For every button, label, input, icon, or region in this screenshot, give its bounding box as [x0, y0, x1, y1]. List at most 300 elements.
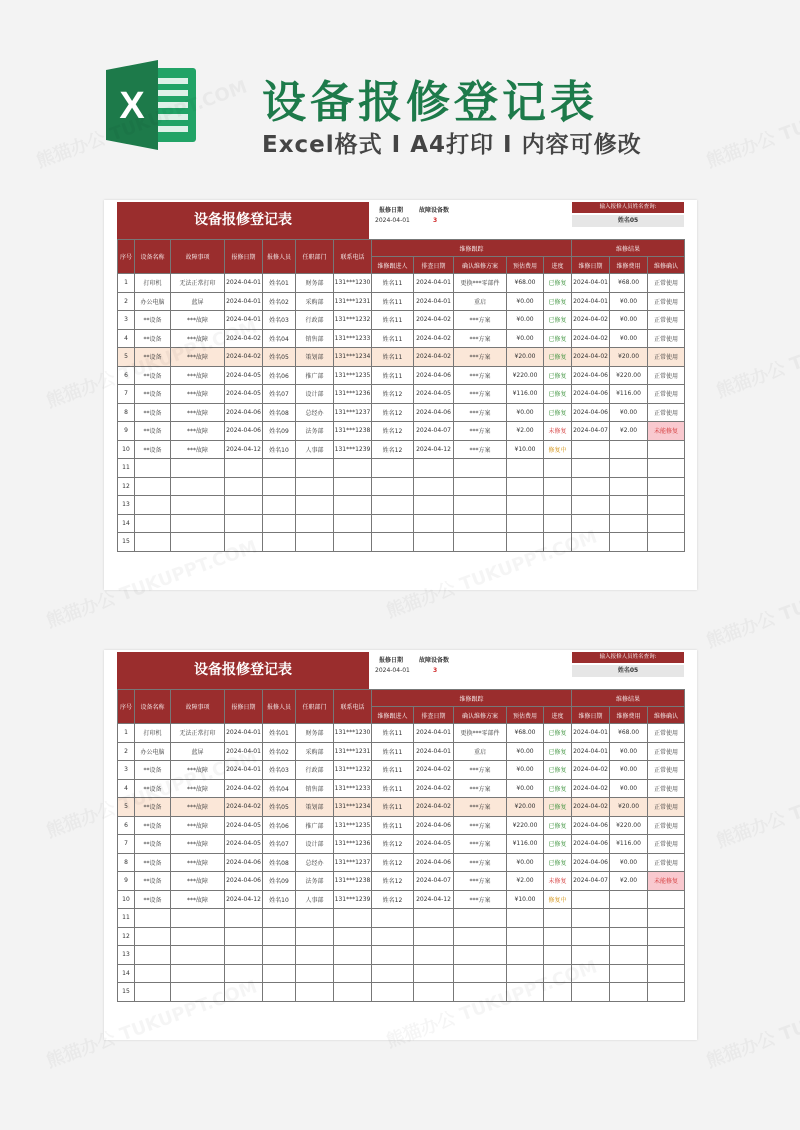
table-cell[interactable]: 姓名11 — [372, 779, 414, 798]
table-cell[interactable] — [648, 459, 685, 478]
table-cell[interactable]: ***故障 — [171, 329, 225, 348]
table-cell[interactable]: ***故障 — [171, 835, 225, 854]
table-cell[interactable]: 未能修复 — [648, 872, 685, 891]
table-cell[interactable]: 正常使用 — [648, 292, 685, 311]
table-cell[interactable]: 姓名01 — [263, 274, 296, 293]
table-cell[interactable]: 13 — [118, 496, 135, 515]
table-cell[interactable] — [334, 514, 372, 533]
table-cell[interactable] — [225, 927, 263, 946]
table-cell[interactable]: 131***1231 — [334, 742, 372, 761]
table-cell[interactable] — [454, 533, 507, 552]
table-cell[interactable]: 2024-04-12 — [225, 440, 263, 459]
table-cell[interactable] — [572, 440, 610, 459]
table-cell[interactable]: 2024-04-01 — [414, 292, 454, 311]
table-cell[interactable]: 131***1235 — [334, 366, 372, 385]
table-cell[interactable] — [572, 890, 610, 909]
table-cell[interactable] — [171, 496, 225, 515]
table-cell[interactable]: 131***1238 — [334, 872, 372, 891]
table-cell[interactable]: 姓名11 — [372, 366, 414, 385]
table-cell[interactable]: 4 — [118, 329, 135, 348]
table-cell[interactable]: **设备 — [135, 798, 171, 817]
table-cell[interactable]: 2024-04-12 — [414, 440, 454, 459]
table-cell[interactable]: 131***1237 — [334, 853, 372, 872]
table-cell[interactable] — [610, 983, 648, 1002]
table-cell[interactable]: 姓名11 — [372, 761, 414, 780]
table-cell[interactable]: 2024-04-02 — [572, 798, 610, 817]
table-cell[interactable] — [572, 927, 610, 946]
table-cell[interactable] — [648, 964, 685, 983]
table-cell[interactable]: 3 — [118, 311, 135, 330]
table-cell[interactable]: 未能修复 — [648, 422, 685, 441]
table-cell[interactable]: 2024-04-01 — [414, 742, 454, 761]
table-cell[interactable]: 已修复 — [544, 274, 572, 293]
table-cell[interactable] — [648, 983, 685, 1002]
table-cell[interactable]: ***方案 — [454, 872, 507, 891]
table-cell[interactable] — [610, 477, 648, 496]
table-cell[interactable] — [414, 477, 454, 496]
table-cell[interactable]: ¥68.00 — [610, 274, 648, 293]
table-cell[interactable]: **设备 — [135, 835, 171, 854]
table-cell[interactable] — [296, 496, 334, 515]
table-cell[interactable]: 131***1232 — [334, 311, 372, 330]
table-cell[interactable]: 131***1234 — [334, 798, 372, 817]
table-cell[interactable]: 正常使用 — [648, 835, 685, 854]
table-cell[interactable]: ***故障 — [171, 853, 225, 872]
table-cell[interactable] — [610, 459, 648, 478]
table-cell[interactable]: ***方案 — [454, 403, 507, 422]
table-cell[interactable]: 2024-04-01 — [225, 274, 263, 293]
table-cell[interactable]: 姓名12 — [372, 403, 414, 422]
table-cell[interactable]: 推广部 — [296, 366, 334, 385]
table-cell[interactable] — [454, 459, 507, 478]
table-cell[interactable] — [171, 964, 225, 983]
table-cell[interactable]: 3 — [118, 761, 135, 780]
table-cell[interactable]: 姓名11 — [372, 311, 414, 330]
table-cell[interactable] — [263, 927, 296, 946]
table-cell[interactable]: ¥0.00 — [507, 853, 544, 872]
table-cell[interactable]: 正常使用 — [648, 724, 685, 743]
table-cell[interactable] — [648, 496, 685, 515]
table-cell[interactable]: 姓名11 — [372, 816, 414, 835]
table-cell[interactable]: **设备 — [135, 872, 171, 891]
table-cell[interactable] — [648, 440, 685, 459]
table-cell[interactable]: 2024-04-06 — [572, 853, 610, 872]
table-cell[interactable] — [610, 533, 648, 552]
table-cell[interactable]: 4 — [118, 779, 135, 798]
table-cell[interactable]: 已修复 — [544, 853, 572, 872]
table-cell[interactable] — [334, 459, 372, 478]
table-cell[interactable]: 总经办 — [296, 403, 334, 422]
table-cell[interactable]: ¥0.00 — [507, 292, 544, 311]
table-cell[interactable] — [372, 477, 414, 496]
table-cell[interactable]: ***故障 — [171, 890, 225, 909]
table-cell[interactable] — [296, 964, 334, 983]
table-cell[interactable]: 2024-04-06 — [572, 385, 610, 404]
table-cell[interactable]: 2024-04-05 — [225, 366, 263, 385]
table-cell[interactable]: 姓名12 — [372, 835, 414, 854]
table-cell[interactable]: 15 — [118, 533, 135, 552]
repair-date-value[interactable]: 2024-04-01 — [375, 217, 410, 224]
table-cell[interactable]: 已修复 — [544, 292, 572, 311]
table-cell[interactable]: 已修复 — [544, 798, 572, 817]
table-cell[interactable] — [507, 946, 544, 965]
table-cell[interactable]: 2024-04-02 — [414, 761, 454, 780]
table-cell[interactable] — [296, 927, 334, 946]
table-cell[interactable]: 131***1233 — [334, 329, 372, 348]
table-cell[interactable]: 正常使用 — [648, 348, 685, 367]
table-cell[interactable] — [454, 946, 507, 965]
table-cell[interactable] — [544, 909, 572, 928]
table-cell[interactable]: ¥116.00 — [610, 835, 648, 854]
table-cell[interactable]: ¥2.00 — [610, 422, 648, 441]
table-cell[interactable]: 姓名06 — [263, 366, 296, 385]
table-cell[interactable]: 2024-04-02 — [225, 798, 263, 817]
table-cell[interactable]: 已修复 — [544, 742, 572, 761]
table-cell[interactable] — [263, 514, 296, 533]
table-cell[interactable]: ¥0.00 — [507, 403, 544, 422]
table-cell[interactable]: 姓名02 — [263, 742, 296, 761]
table-cell[interactable] — [171, 477, 225, 496]
table-cell[interactable]: 姓名09 — [263, 422, 296, 441]
table-cell[interactable]: 6 — [118, 816, 135, 835]
table-cell[interactable]: 2024-04-06 — [572, 403, 610, 422]
table-cell[interactable]: 姓名10 — [263, 440, 296, 459]
table-cell[interactable]: **设备 — [135, 779, 171, 798]
table-cell[interactable] — [171, 946, 225, 965]
table-cell[interactable] — [135, 946, 171, 965]
table-cell[interactable]: ¥0.00 — [610, 403, 648, 422]
table-cell[interactable]: 未修复 — [544, 872, 572, 891]
table-cell[interactable]: **设备 — [135, 422, 171, 441]
table-cell[interactable]: 姓名02 — [263, 292, 296, 311]
table-cell[interactable] — [572, 909, 610, 928]
table-cell[interactable]: ¥2.00 — [610, 872, 648, 891]
table-cell[interactable]: 正常使用 — [648, 311, 685, 330]
table-cell[interactable]: 2024-04-07 — [414, 422, 454, 441]
table-cell[interactable] — [263, 533, 296, 552]
repair-date-value[interactable]: 2024-04-01 — [375, 667, 410, 674]
table-cell[interactable]: 2024-04-01 — [572, 724, 610, 743]
table-cell[interactable]: ¥10.00 — [507, 440, 544, 459]
table-cell[interactable]: 财务部 — [296, 274, 334, 293]
table-cell[interactable] — [135, 533, 171, 552]
table-cell[interactable]: 5 — [118, 348, 135, 367]
table-cell[interactable] — [296, 459, 334, 478]
table-cell[interactable] — [225, 496, 263, 515]
table-cell[interactable]: 131***1233 — [334, 779, 372, 798]
table-cell[interactable]: 正常使用 — [648, 366, 685, 385]
table-cell[interactable]: 已修复 — [544, 348, 572, 367]
table-cell[interactable]: 正常使用 — [648, 329, 685, 348]
table-cell[interactable]: 131***1235 — [334, 816, 372, 835]
table-cell[interactable] — [414, 459, 454, 478]
table-cell[interactable]: 姓名05 — [263, 798, 296, 817]
table-cell[interactable]: 法务部 — [296, 872, 334, 891]
table-cell[interactable] — [135, 459, 171, 478]
table-cell[interactable]: 2 — [118, 742, 135, 761]
table-cell[interactable]: 2024-04-01 — [225, 761, 263, 780]
table-cell[interactable]: 无法正常打印 — [171, 274, 225, 293]
table-cell[interactable] — [507, 477, 544, 496]
table-cell[interactable]: 行政部 — [296, 761, 334, 780]
table-cell[interactable] — [372, 514, 414, 533]
table-cell[interactable]: 正常使用 — [648, 385, 685, 404]
table-cell[interactable]: ¥116.00 — [610, 385, 648, 404]
table-cell[interactable]: 更换***零部件 — [454, 274, 507, 293]
table-cell[interactable]: 131***1231 — [334, 292, 372, 311]
table-cell[interactable]: 2024-04-02 — [572, 311, 610, 330]
table-cell[interactable]: 姓名12 — [372, 422, 414, 441]
table-cell[interactable]: 2024-04-02 — [414, 329, 454, 348]
table-cell[interactable]: 姓名05 — [263, 348, 296, 367]
table-cell[interactable] — [414, 533, 454, 552]
table-cell[interactable] — [610, 440, 648, 459]
table-cell[interactable] — [454, 477, 507, 496]
table-cell[interactable]: 131***1234 — [334, 348, 372, 367]
table-cell[interactable]: 2024-04-02 — [225, 779, 263, 798]
table-cell[interactable]: ***故障 — [171, 816, 225, 835]
table-cell[interactable]: ¥68.00 — [507, 724, 544, 743]
table-cell[interactable] — [414, 964, 454, 983]
table-cell[interactable]: 姓名12 — [372, 853, 414, 872]
table-cell[interactable]: ***故障 — [171, 348, 225, 367]
table-cell[interactable]: 重启 — [454, 742, 507, 761]
table-cell[interactable]: 2024-04-05 — [414, 835, 454, 854]
table-cell[interactable]: 2024-04-02 — [572, 761, 610, 780]
table-cell[interactable]: ***故障 — [171, 311, 225, 330]
table-cell[interactable] — [544, 459, 572, 478]
table-cell[interactable]: ¥20.00 — [507, 798, 544, 817]
table-cell[interactable]: 姓名03 — [263, 311, 296, 330]
table-cell[interactable] — [334, 983, 372, 1002]
table-cell[interactable]: 姓名12 — [372, 890, 414, 909]
table-cell[interactable] — [171, 514, 225, 533]
table-cell[interactable] — [334, 927, 372, 946]
table-cell[interactable] — [648, 477, 685, 496]
table-cell[interactable]: 2024-04-06 — [414, 816, 454, 835]
table-cell[interactable]: 姓名11 — [372, 742, 414, 761]
table-cell[interactable]: ¥116.00 — [507, 835, 544, 854]
table-cell[interactable]: 修复中 — [544, 890, 572, 909]
table-cell[interactable] — [572, 459, 610, 478]
table-cell[interactable]: 已修复 — [544, 761, 572, 780]
table-cell[interactable] — [610, 496, 648, 515]
table-cell[interactable]: 更换***零部件 — [454, 724, 507, 743]
table-cell[interactable]: 2024-04-01 — [225, 311, 263, 330]
table-cell[interactable] — [334, 477, 372, 496]
table-cell[interactable]: 行政部 — [296, 311, 334, 330]
table-cell[interactable]: 办公电脑 — [135, 742, 171, 761]
table-cell[interactable] — [454, 927, 507, 946]
table-cell[interactable] — [610, 890, 648, 909]
table-cell[interactable] — [507, 514, 544, 533]
table-cell[interactable]: 销售部 — [296, 329, 334, 348]
table-cell[interactable]: 2024-04-06 — [572, 366, 610, 385]
table-cell[interactable]: 姓名11 — [372, 292, 414, 311]
table-cell[interactable] — [544, 514, 572, 533]
table-cell[interactable] — [135, 927, 171, 946]
table-cell[interactable]: 重启 — [454, 292, 507, 311]
table-cell[interactable]: 2024-04-01 — [572, 274, 610, 293]
table-cell[interactable]: 已修复 — [544, 311, 572, 330]
table-cell[interactable]: 财务部 — [296, 724, 334, 743]
table-cell[interactable]: **设备 — [135, 348, 171, 367]
table-cell[interactable] — [507, 459, 544, 478]
table-cell[interactable]: 131***1236 — [334, 385, 372, 404]
table-cell[interactable] — [334, 946, 372, 965]
table-cell[interactable]: ¥220.00 — [610, 816, 648, 835]
table-cell[interactable]: ¥0.00 — [507, 761, 544, 780]
table-cell[interactable]: ¥68.00 — [507, 274, 544, 293]
table-cell[interactable] — [648, 927, 685, 946]
table-cell[interactable] — [372, 946, 414, 965]
table-cell[interactable] — [135, 496, 171, 515]
table-cell[interactable]: ***故障 — [171, 872, 225, 891]
table-cell[interactable] — [414, 983, 454, 1002]
table-cell[interactable]: 2024-04-12 — [414, 890, 454, 909]
table-cell[interactable] — [171, 459, 225, 478]
table-cell[interactable]: 2024-04-06 — [414, 853, 454, 872]
table-cell[interactable]: ***方案 — [454, 348, 507, 367]
table-cell[interactable] — [296, 946, 334, 965]
table-cell[interactable]: 1 — [118, 274, 135, 293]
table-cell[interactable]: 已修复 — [544, 816, 572, 835]
table-cell[interactable]: 已修复 — [544, 366, 572, 385]
table-cell[interactable] — [454, 514, 507, 533]
table-cell[interactable]: 10 — [118, 440, 135, 459]
table-cell[interactable] — [454, 909, 507, 928]
table-cell[interactable]: 推广部 — [296, 816, 334, 835]
table-cell[interactable]: ¥0.00 — [507, 742, 544, 761]
table-cell[interactable]: 设计部 — [296, 385, 334, 404]
table-cell[interactable]: ***故障 — [171, 779, 225, 798]
table-cell[interactable] — [225, 514, 263, 533]
table-cell[interactable]: ¥220.00 — [507, 816, 544, 835]
table-cell[interactable]: 姓名08 — [263, 403, 296, 422]
table-cell[interactable]: ¥0.00 — [610, 779, 648, 798]
table-cell[interactable] — [225, 909, 263, 928]
table-cell[interactable] — [171, 909, 225, 928]
table-cell[interactable]: 姓名04 — [263, 329, 296, 348]
table-cell[interactable] — [610, 946, 648, 965]
table-cell[interactable]: 姓名11 — [372, 724, 414, 743]
table-cell[interactable] — [372, 964, 414, 983]
table-cell[interactable]: 打印机 — [135, 724, 171, 743]
table-cell[interactable]: ***方案 — [454, 440, 507, 459]
table-cell[interactable]: 2024-04-05 — [225, 835, 263, 854]
table-cell[interactable] — [334, 533, 372, 552]
table-cell[interactable]: 2024-04-02 — [572, 329, 610, 348]
table-cell[interactable] — [135, 964, 171, 983]
table-cell[interactable] — [507, 909, 544, 928]
table-cell[interactable] — [454, 964, 507, 983]
table-cell[interactable]: ***方案 — [454, 311, 507, 330]
table-cell[interactable]: ¥68.00 — [610, 724, 648, 743]
table-cell[interactable] — [263, 477, 296, 496]
table-cell[interactable]: 2024-04-01 — [225, 724, 263, 743]
table-cell[interactable] — [135, 983, 171, 1002]
table-cell[interactable]: 14 — [118, 964, 135, 983]
table-cell[interactable]: 131***1237 — [334, 403, 372, 422]
table-cell[interactable]: **设备 — [135, 761, 171, 780]
table-cell[interactable]: 2024-04-02 — [414, 779, 454, 798]
table-cell[interactable] — [263, 983, 296, 1002]
table-cell[interactable]: ***方案 — [454, 329, 507, 348]
query-input[interactable]: 姓名05 — [572, 215, 684, 227]
table-cell[interactable]: ¥220.00 — [610, 366, 648, 385]
table-cell[interactable]: 正常使用 — [648, 403, 685, 422]
table-cell[interactable]: 设计部 — [296, 835, 334, 854]
query-input[interactable]: 姓名05 — [572, 665, 684, 677]
table-cell[interactable]: 无法正常打印 — [171, 724, 225, 743]
table-cell[interactable]: 已修复 — [544, 403, 572, 422]
table-cell[interactable] — [544, 477, 572, 496]
table-cell[interactable]: 已修复 — [544, 779, 572, 798]
table-cell[interactable] — [414, 909, 454, 928]
table-cell[interactable]: 2024-04-06 — [225, 872, 263, 891]
table-cell[interactable]: 采购部 — [296, 292, 334, 311]
table-cell[interactable] — [414, 946, 454, 965]
table-cell[interactable] — [263, 909, 296, 928]
table-cell[interactable]: 办公电脑 — [135, 292, 171, 311]
table-cell[interactable]: ***方案 — [454, 853, 507, 872]
table-cell[interactable]: 2024-04-05 — [414, 385, 454, 404]
table-cell[interactable]: 7 — [118, 385, 135, 404]
table-cell[interactable]: 蓝屏 — [171, 292, 225, 311]
table-cell[interactable] — [263, 459, 296, 478]
table-cell[interactable] — [135, 909, 171, 928]
table-cell[interactable] — [296, 909, 334, 928]
table-cell[interactable] — [572, 477, 610, 496]
table-cell[interactable]: ***方案 — [454, 366, 507, 385]
table-cell[interactable]: ¥0.00 — [610, 742, 648, 761]
table-cell[interactable]: 姓名12 — [372, 872, 414, 891]
table-cell[interactable]: ***方案 — [454, 798, 507, 817]
table-cell[interactable]: ***故障 — [171, 440, 225, 459]
table-cell[interactable]: ¥0.00 — [507, 311, 544, 330]
table-cell[interactable]: ¥0.00 — [610, 853, 648, 872]
table-cell[interactable]: 131***1230 — [334, 724, 372, 743]
table-cell[interactable]: 11 — [118, 459, 135, 478]
table-cell[interactable]: 6 — [118, 366, 135, 385]
table-cell[interactable]: 姓名10 — [263, 890, 296, 909]
table-cell[interactable]: 已修复 — [544, 329, 572, 348]
table-cell[interactable]: ¥220.00 — [507, 366, 544, 385]
table-cell[interactable]: 2024-04-02 — [572, 348, 610, 367]
table-cell[interactable]: **设备 — [135, 440, 171, 459]
table-cell[interactable]: 2024-04-07 — [572, 422, 610, 441]
table-cell[interactable] — [135, 514, 171, 533]
table-cell[interactable]: 正常使用 — [648, 798, 685, 817]
table-cell[interactable]: 人事部 — [296, 890, 334, 909]
table-cell[interactable] — [372, 909, 414, 928]
table-cell[interactable] — [372, 459, 414, 478]
table-cell[interactable]: **设备 — [135, 311, 171, 330]
table-cell[interactable] — [296, 983, 334, 1002]
table-cell[interactable]: **设备 — [135, 816, 171, 835]
table-cell[interactable]: 正常使用 — [648, 779, 685, 798]
table-cell[interactable]: 姓名03 — [263, 761, 296, 780]
table-cell[interactable]: 正常使用 — [648, 853, 685, 872]
table-cell[interactable]: ¥0.00 — [610, 311, 648, 330]
table-cell[interactable]: 2024-04-05 — [225, 816, 263, 835]
table-cell[interactable]: **设备 — [135, 329, 171, 348]
table-cell[interactable]: 7 — [118, 835, 135, 854]
table-cell[interactable]: 2024-04-06 — [414, 403, 454, 422]
table-cell[interactable]: 10 — [118, 890, 135, 909]
table-cell[interactable]: 姓名07 — [263, 385, 296, 404]
table-cell[interactable]: ***故障 — [171, 761, 225, 780]
